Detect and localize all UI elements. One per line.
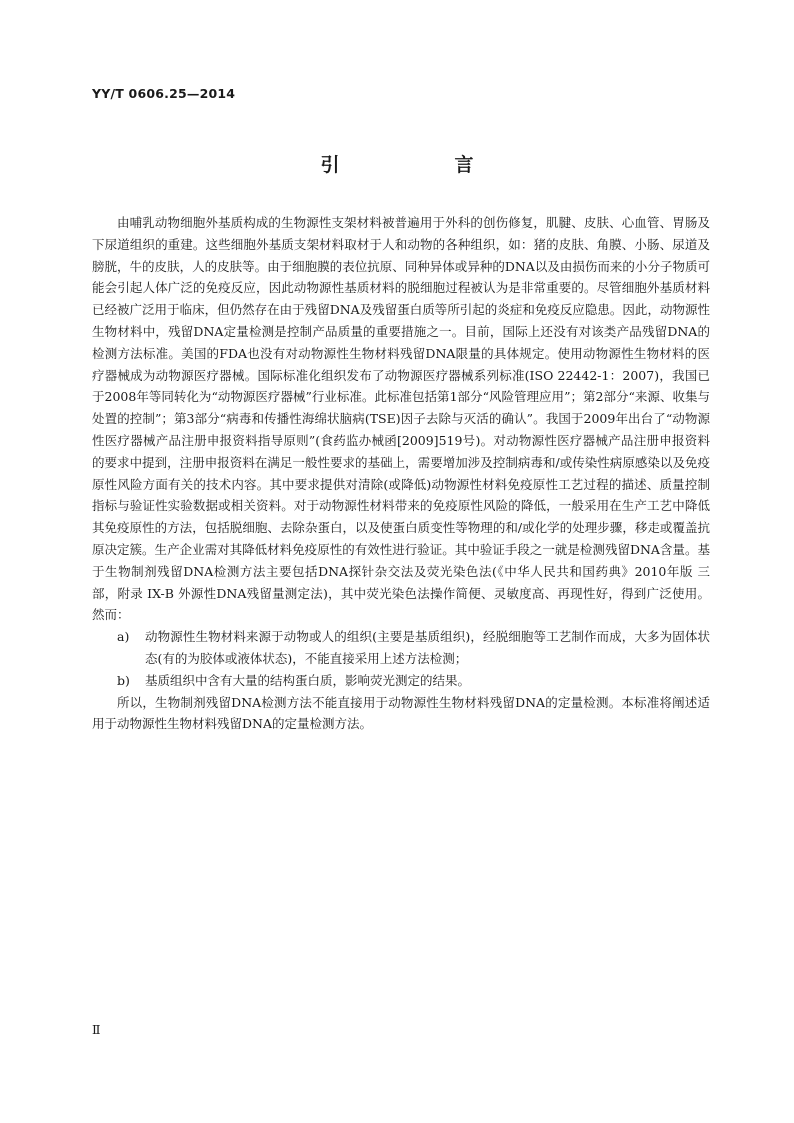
document-body — [92, 212, 710, 735]
intro-paragraph: 由哺乳动物细胞外基质构成的生物源性支架材料被普遍用于外科的创伤修复，肌腱、皮肤、心血管、胃肠及下尿道组织的重建。这些细胞外基质支架材料取材于人和动物的各种组织，如：猪的皮肤、角膜、小肠、尿道及膀胱，牛的皮肤，人的皮肤等。由于细胞膜的表位抗原、同种异体或异种的DNA以及由损伤而来的小分子物质可能会引起人体广泛的免疫反应，因此动物源性基质材料的脱细胞过程被认为是非常重要的。尽管细胞外基质材料已经被广泛用于临床，但仍然存在由于残留DNA及残留蛋白质等所引起的炎症和免疫反应隐患。因此，动物源性生物材料中，残留DNA定量检测是控制产品质量的重要措施之一。目前，国际上还没有对该类产品残留DNA的检测方法标准。美国的FDA也没有对动物源性生物材料残留DNA限量的具体规定。使用动物源性生物材料的医疗器械成为动物源医疗器械。国际标准化组织发布了动物源医疗器械系列标准(ISO 22442-1：2007)，我国已于2008年等同转化为“动物源医疗器械”行业标准。此标准包括第1部分“风险管理应用”；第2部分“来源、收集与处置的控制”；第3部分“病毒和传播性海绵状脑病(TSE)因子去除与灭活的确认”。我国于2009年出台了“动物源性医疗器械产品注册申报资料指导原则”(食药监办械函[2009]519号)。对动物源性医疗器械产品注册申报资料的要求中提到，注册申报资料在满足一般性要求的基础上，需要增加涉及控制病毒和/或传染性病原感染以及免疫原性风险方面有关的技术内容。其中要求提供对清除(或降低)动物源性材料免疫原性工艺过程的描述、质量控制指标与验证性实验数据或相关资料。对于动物源性材料带来的免疫原性风险的降低，一般采用在生产工艺中降低其免疫原性的方法，包括脱细胞、去除杂蛋白，以及使蛋白质变性等物理的和/或化学的处理步骤，移走或覆盖抗原决定簇。生产企业需对其降低材料免疫原性的有效性进行验证。其中验证手段之一就是检测残留DNA含量。基于生物制剂残留DNA检测方法主要包括DNA探针杂交法及荧光染色法(《中华人民共和国药典》2010年版 三部，附录 IX-B 外源性DNA残留量测定法)，其中荧光染色法操作简便、灵敏度高、再现性好，得到广泛使用。然而： — [92, 215, 710, 623]
list-item-text: 动物源性生物材料来源于动物或人的组织(主要是基质组织)，经脱细胞等工艺制作而成，大多为固体状态(有的为胶体或液体状态)，不能直接采用上述方法检测； — [145, 629, 710, 666]
list-item-text: 基质组织中含有大量的结构蛋白质，影响荧光测定的结果。 — [145, 672, 471, 688]
page-number: Ⅱ — [92, 1022, 101, 1037]
list-item — [92, 670, 710, 692]
standard-code: YY/T 0606.25—2014 — [92, 86, 236, 101]
page-title: 引 言 — [320, 154, 522, 176]
list-item — [92, 626, 710, 670]
closing-paragraph: 所以，生物制剂残留DNA检测方法不能直接用于动物源性生物材料残留DNA的定量检测。本标准将阐述适用于动物源性生物材料残留DNA的定量检测方法。 — [92, 694, 710, 732]
list-marker: a) — [117, 629, 130, 645]
list-marker: b) — [117, 672, 130, 688]
